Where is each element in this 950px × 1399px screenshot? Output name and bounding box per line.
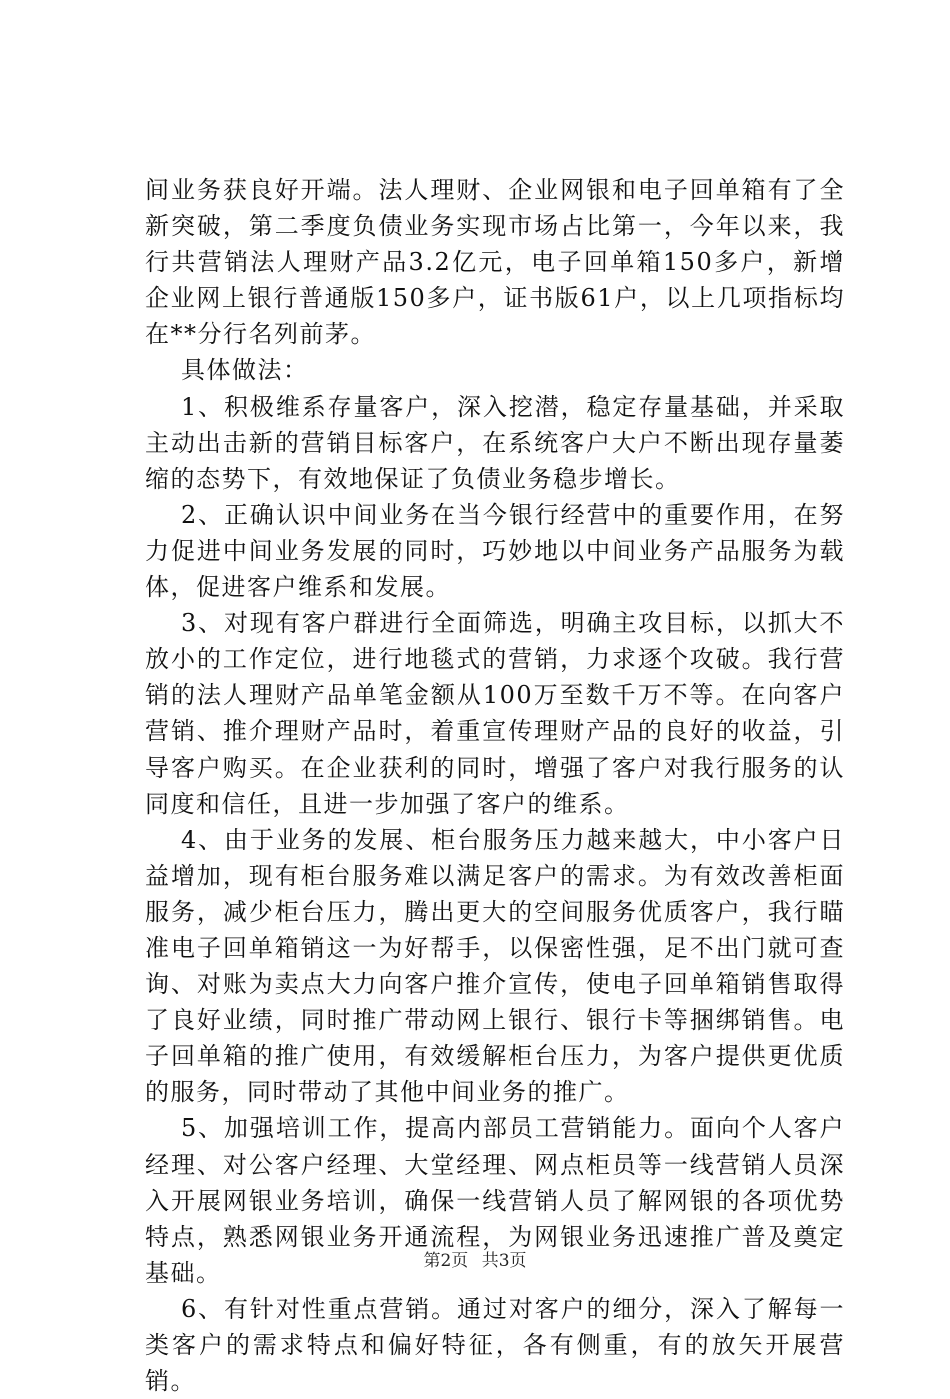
page-number: 第2页 [423, 1251, 469, 1271]
paragraph-intro: 间业务获良好开端。法人理财、企业网银和电子回单箱有了全新突破，第二季度负债业务实现市场占比第一，今年以来，我行共营销法人理财产品3.2亿元，电子回单箱150多户，新增企业网上银行普通版150多户，证书版61户，以上几项指标均在**分行名列前茅。 [145, 176, 845, 349]
paragraph-item-3: 3、对现有客户群进行全面筛选，明确主攻目标，以抓大不放小的工作定位，进行地毯式的营销，力求逐个攻破。我行营销的法人理财产品单笔金额从100万至数千万不等。在向客户营销、推介理财产品时，着重宣传理财产品的良好的收益，引导客户购买。在企业获利的同时，增强了客户对我行服务的认同度和信任，且进一步加强了客户的维系。 [145, 609, 845, 818]
paragraph-item-1: 1、积极维系存量客户，深入挖潜，稳定存量基础，并采取主动出击新的营销目标客户，在系统客户大户不断出现存量萎缩的态势下，有效地保证了负债业务稳步增长。 [145, 392, 845, 493]
page-footer [0, 1246, 950, 1271]
page-total: 共3页 [481, 1251, 527, 1271]
paragraph-item-2: 2、正确认识中间业务在当今银行经营中的重要作用，在努力促进中间业务发展的同时，巧妙地以中间业务产品服务为载体，促进客户维系和发展。 [145, 500, 845, 602]
document-body [145, 172, 845, 1399]
paragraph-item-5: 5、加强培训工作，提高内部员工营销能力。面向个人客户经理、对公客户经理、大堂经理、网点柜员等一线营销人员深入开展网银业务培训，确保一线营销人员了解网银的各项优势特点，熟悉网银业务开通流程，为网银业务迅速推广普及奠定基础。 [145, 1114, 845, 1287]
paragraph-method-heading: 具体做法： [181, 356, 309, 385]
paragraph-item-4: 4、由于业务的发展、柜台服务压力越来越大，中小客户日益增加，现有柜台服务难以满足客户的需求。为有效改善柜面服务，减少柜台压力，腾出更大的空间服务优质客户，我行瞄准电子回单箱销这一为好帮手，以保密性强，足不出门就可查询、对账为卖点大力向客户推介宣传，使电子回单箱销售取得了良好业绩，同时推广带动网上银行、银行卡等捆绑销售。电子回单箱的推广使用，有效缓解柜台压力，为客户提供更优质的服务，同时带动了其他中间业务的推广。 [145, 825, 845, 1107]
paragraph-item-6: 6、有针对性重点营销。通过对客户的细分，深入了解每一类客户的需求特点和偏好特征，各有侧重，有的放矢开展营销。 [145, 1294, 845, 1396]
